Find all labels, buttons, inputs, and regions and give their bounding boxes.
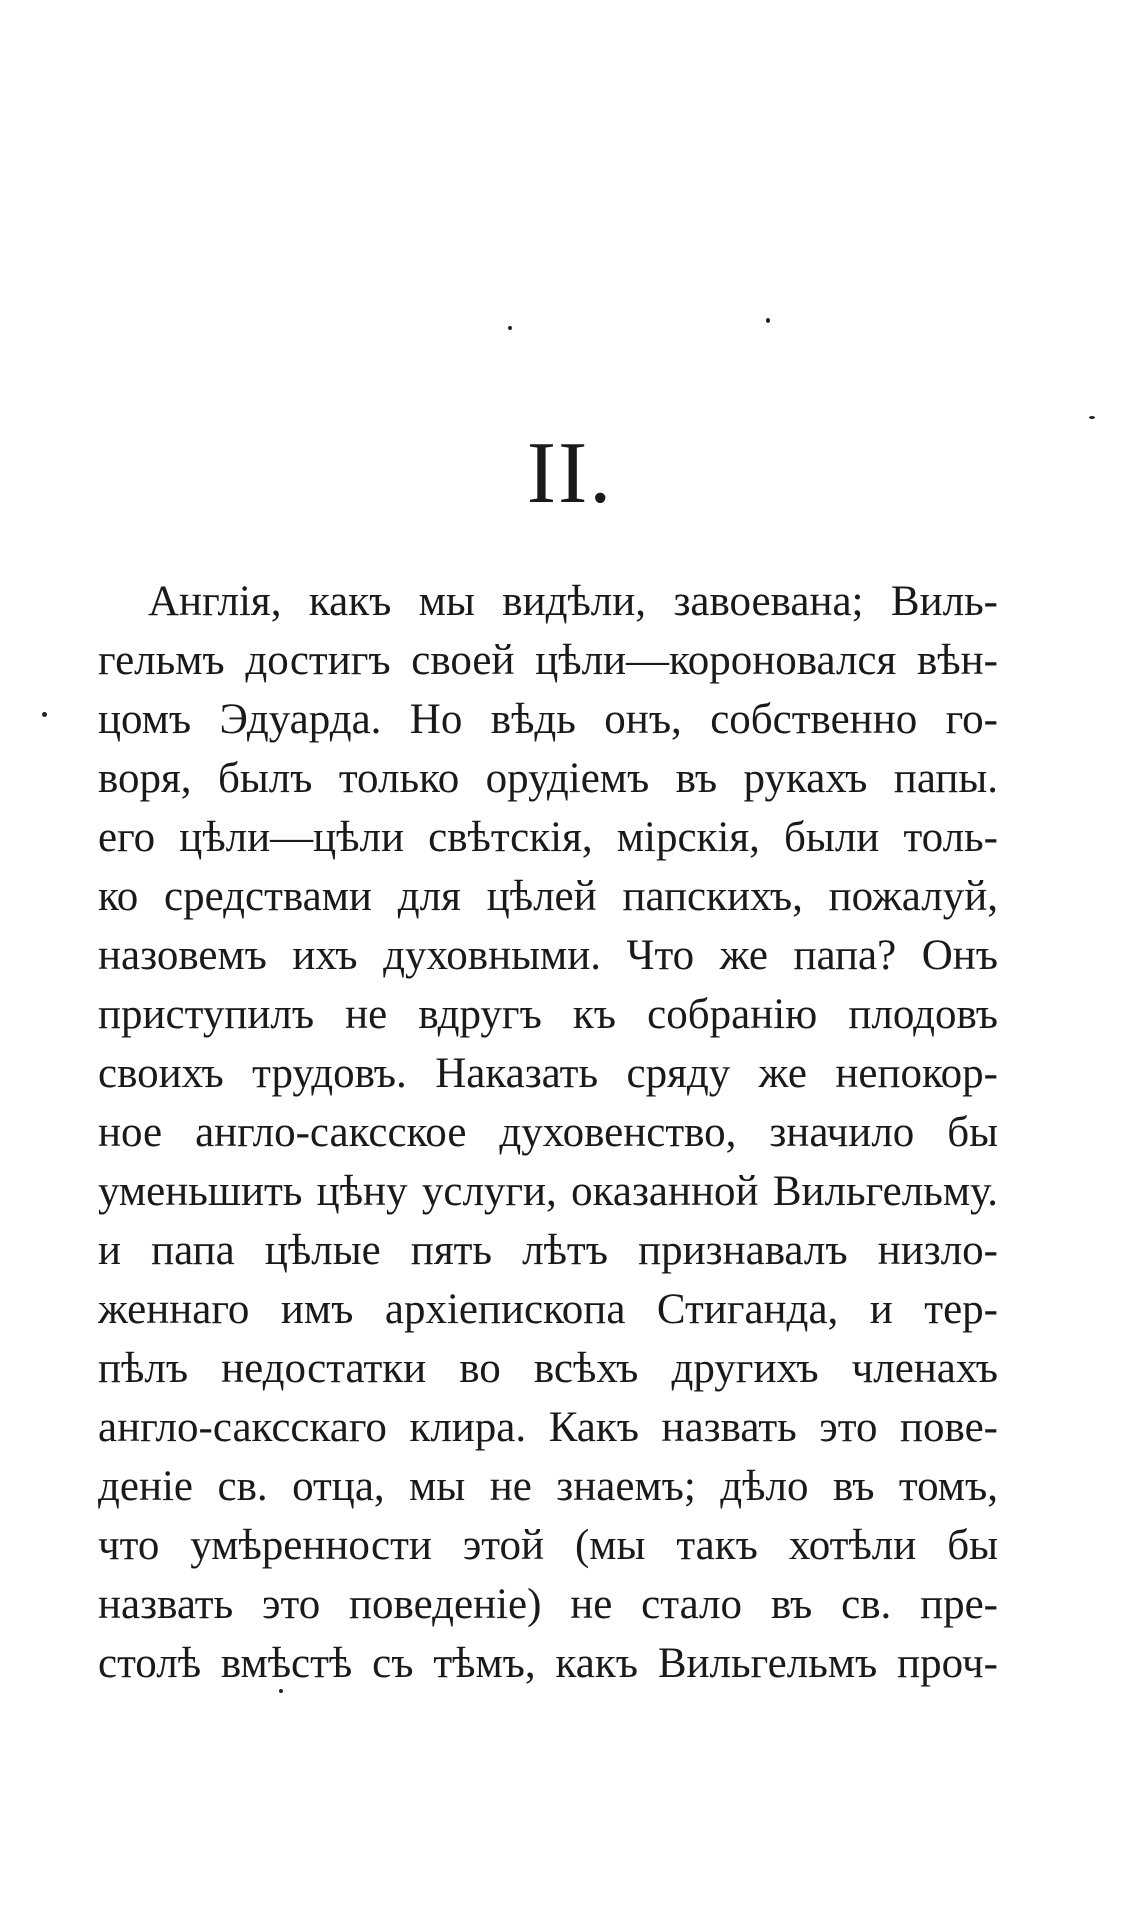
chapter-number: II. <box>526 425 614 522</box>
text-line: приступилъ не вдругъ къ собранію плодовъ <box>98 991 998 1038</box>
text-line: женнаго имъ архіепископа Стиганда, и тер- <box>98 1286 998 1333</box>
print-speck <box>766 318 770 323</box>
text-line: его цѣли—цѣли свѣтскія, мірскія, были толь- <box>98 814 998 861</box>
text-line: столѣ вмѣстѣ съ тѣмъ, какъ Вильгельмъ проч- <box>98 1640 998 1687</box>
text-line: пѣлъ недостатки во всѣхъ другихъ членахъ <box>98 1345 998 1392</box>
chapter-text <box>98 572 998 1693</box>
text-line: назвать это поведеніе) не стало въ св. пре- <box>98 1581 998 1628</box>
print-speck <box>1089 416 1095 419</box>
text-line: англо-саксскаго клира. Какъ назвать это пове- <box>98 1404 998 1451</box>
text-line: цомъ Эдуарда. Но вѣдь онъ, собственно го- <box>98 696 998 743</box>
text-line: что умѣренности этой (мы такъ хотѣли бы <box>98 1522 998 1569</box>
text-line: своихъ трудовъ. Наказать сряду же непокор- <box>98 1050 998 1097</box>
print-speck <box>42 712 47 717</box>
text-line: ное англо-саксское духовенство, значило бы <box>98 1109 998 1156</box>
text-line: ко средствами для цѣлей папскихъ, пожалуй, <box>98 873 998 920</box>
text-line: воря, былъ только орудіемъ въ рукахъ папы. <box>98 755 998 802</box>
text-line: Англія, какъ мы видѣли, завоевана; Виль- <box>148 578 998 625</box>
text-line: гельмъ достигъ своей цѣли—короновался вѣн- <box>98 637 998 684</box>
text-line: деніе св. отца, мы не знаемъ; дѣло въ томъ, <box>98 1463 998 1510</box>
text-line: и папа цѣлые пять лѣтъ признавалъ низло- <box>98 1227 998 1274</box>
print-speck <box>508 326 512 330</box>
text-line: назовемъ ихъ духовными. Что же папа? Онъ <box>98 932 998 979</box>
text-line: уменьшить цѣну услуги, оказанной Вильгельму. <box>98 1168 998 1215</box>
